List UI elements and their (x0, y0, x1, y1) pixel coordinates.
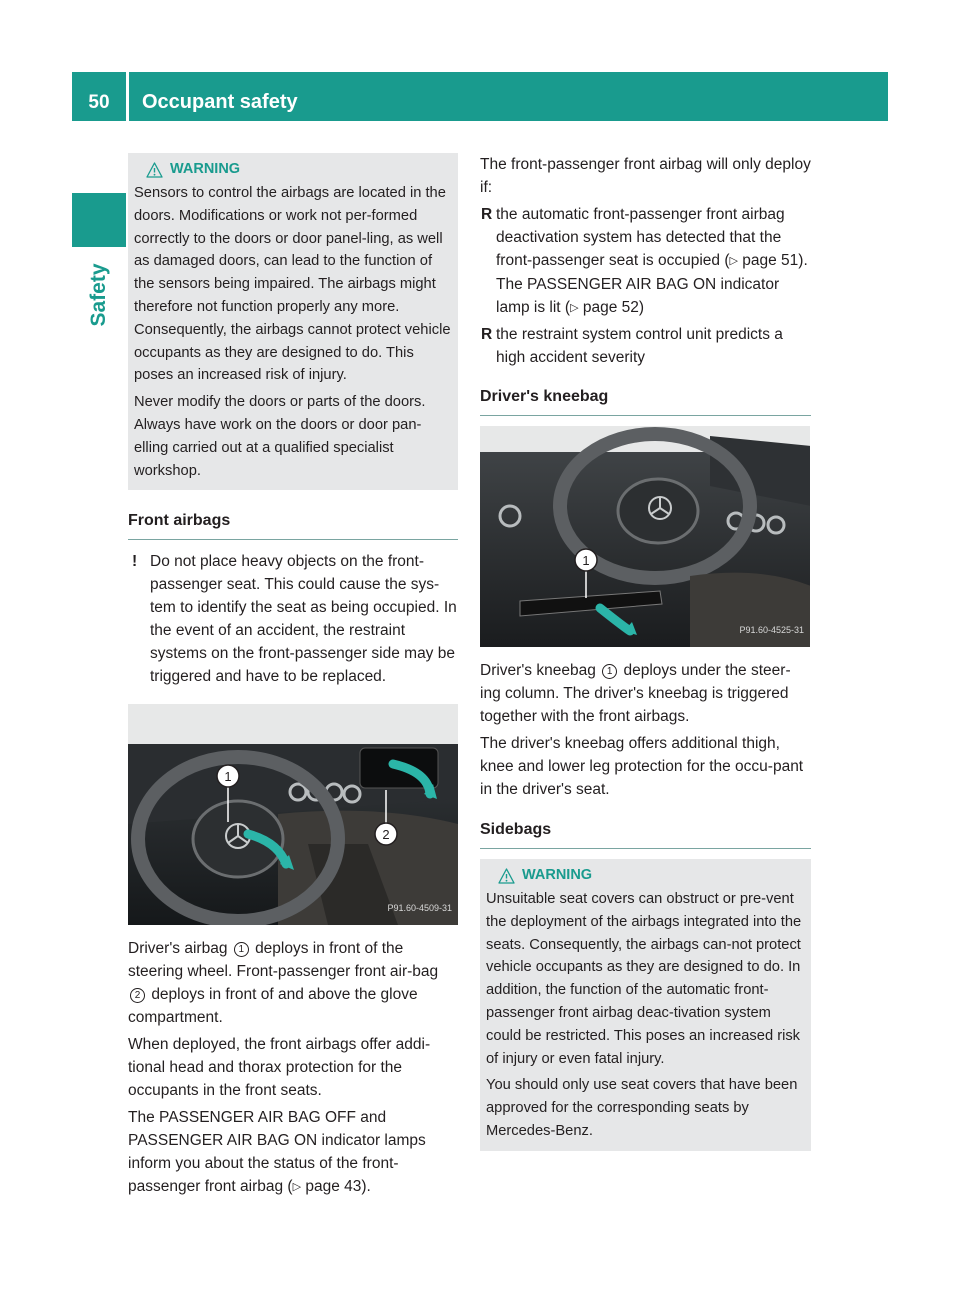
warning-triangle-icon (498, 868, 515, 884)
side-tab-marker (72, 193, 126, 247)
warning-triangle-icon (146, 162, 163, 178)
page-reference-link[interactable]: page 51 (742, 252, 799, 269)
paragraph-indicator-lamps: The PASSENGER AIR BAG OFF and PASSENGER AIR BAG ON indicator lamps inform you about the status of the front-passenger front airbag (▷ page 43). (128, 1106, 458, 1199)
warning-box-doors (128, 153, 458, 490)
warning-paragraph: Never modify the doors or parts of the doors. Always have work on the doors or door pan-elling carried out at a qualified specialist workshop. (134, 394, 426, 479)
paragraph-driver-airbag: Driver's airbag 1 deploys in front of the steering wheel. Front-passenger front air-bag 2 deploys in front of and above the glove compartment. (128, 940, 439, 1027)
figure-front-airbags (128, 704, 458, 925)
page-reference-arrow-icon: ▷ (729, 255, 738, 267)
section-heading-front-airbags: Front airbags (128, 510, 458, 540)
warning-paragraph: Sensors to control the airbags are located in the doors. Modifications or work not per-formed correctly to the doors or door panel-ling, as well as damaged doors, can lead to the function of the sensors being impaired. The airbags might therefore not function properly any more. Consequently, the airbags cannot protect vehicle occupants as they are designed to do. This poses an increased risk of injury. (134, 185, 451, 384)
paragraph-kneebag-deploy: Driver's kneebag 1 deploys under the steer-ing column. The driver's kneebag is triggered together with the front airbags. (480, 662, 791, 725)
figure-code: P91.60-4509-31 (387, 903, 452, 914)
notice-icon: ! (132, 553, 138, 571)
deploy-conditions-list (480, 203, 811, 369)
figure-code: P91.60-4525-31 (739, 625, 804, 635)
header-divider (126, 72, 129, 121)
figure-kneebag (480, 426, 810, 647)
paragraph-deploy-conditions: The front-passenger front airbag will only deploy if: (480, 156, 811, 196)
page-reference-arrow-icon: ▷ (570, 302, 579, 314)
side-tab-label: Safety (87, 263, 110, 327)
warning-heading (134, 159, 452, 180)
warning-paragraph: Unsuitable seat covers can obstruct or pre-vent the deployment of the airbags integrated into the seats. Consequently, the airbags can-not protect vehicle occupants as they are designed to do. In addition, the function of the automatic front-passenger front airbag deac-tivation system could be restricted. This poses an increased risk of injury or even fatal injury. (486, 891, 802, 1067)
warning-paragraph: You should only use seat covers that have been approved for the corresponding seats by Mercedes-Benz. (486, 1077, 798, 1139)
bullet-icon: R (481, 206, 493, 223)
page-reference-link[interactable]: page 43 (305, 1178, 362, 1196)
page-title: Occupant safety (142, 91, 298, 113)
callout-number: 1 (224, 769, 232, 785)
page-number: 50 (88, 92, 110, 113)
callout-ref: 1 (234, 942, 249, 957)
section-heading-kneebag: Driver's kneebag (480, 386, 811, 416)
paragraph-front-airbag-protection: When deployed, the front airbags offer addi-tional head and thorax protection for the occupants in the front seats. (128, 1036, 431, 1100)
kneebag-illustration (480, 426, 810, 647)
page-reference-link[interactable]: page 52 (582, 299, 639, 316)
paragraph-kneebag-protection: The driver's kneebag offers additional thigh, knee and lower leg protection for the occu-pant in the driver's seat. (480, 735, 804, 798)
callout-number: 1 (582, 553, 590, 568)
notice-text: Do not place heavy objects on the front-passenger seat. This could cause the sys-tem to identify the seat as being occupied. In the event of an accident, the restraint systems on the front-passenger side may be triggered and have to be replaced. (150, 553, 457, 686)
callout-number: 2 (382, 827, 390, 843)
right-column (480, 153, 811, 1151)
left-column (128, 153, 458, 1203)
warning-box-seat-covers (480, 859, 811, 1151)
list-item: R the restraint system control unit predicts a high accident severity (480, 323, 811, 369)
warning-title: WARNING (522, 867, 593, 883)
figure-callout (375, 823, 397, 845)
warning-heading (486, 865, 805, 886)
front-airbags-illustration (128, 704, 458, 925)
figure-callout (217, 765, 239, 787)
callout-ref: 2 (130, 988, 145, 1003)
section-heading-sidebags: Sidebags (480, 819, 811, 849)
warning-title: WARNING (170, 161, 241, 177)
figure-callout (575, 549, 597, 571)
bullet-icon: R (481, 326, 493, 343)
callout-ref: 1 (602, 664, 617, 679)
page-reference-arrow-icon: ▷ (292, 1181, 302, 1194)
notice-heavy-objects (128, 550, 458, 688)
list-item: R the automatic front-passenger front airbag deactivation system has detected that the front-passenger seat is occupied (▷ page 51). The PASSENGER AIR BAG ON indicator lamp is lit (▷ page 52) (480, 203, 811, 320)
